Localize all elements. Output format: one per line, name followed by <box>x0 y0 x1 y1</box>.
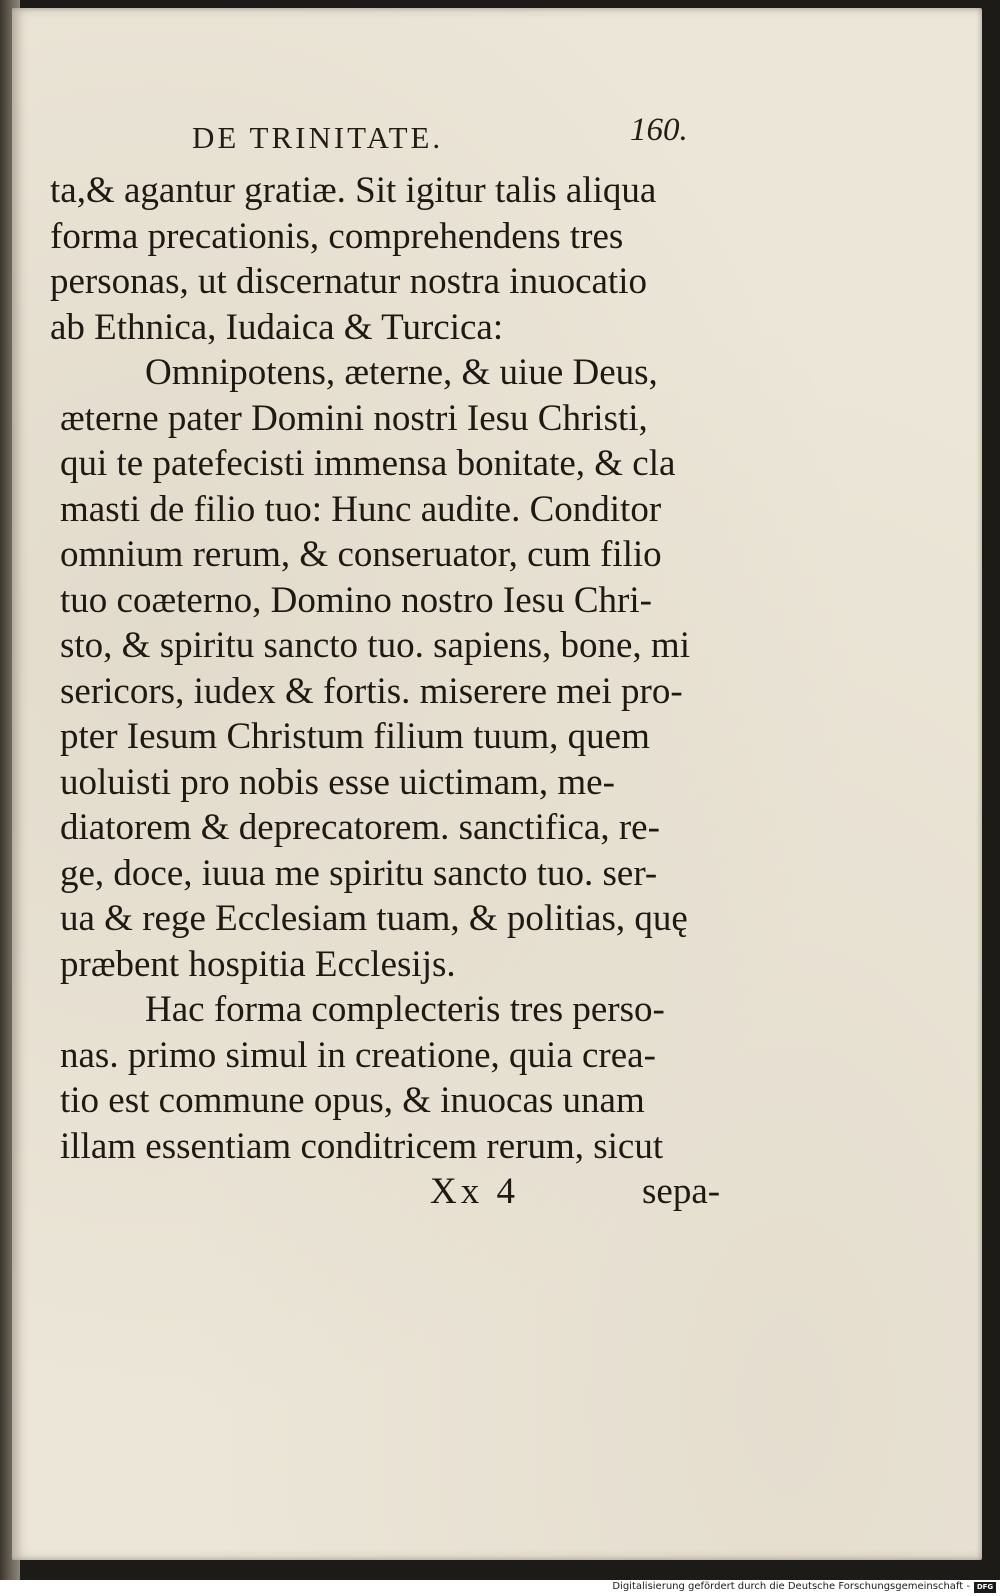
text-line: Omnipotens, æterne, & uiue Deus, <box>145 352 658 393</box>
text-line: diatorem & deprecatorem. sanctifica, re- <box>60 807 660 848</box>
book-page <box>12 8 982 1560</box>
dfg-logo-icon: DFG <box>974 1582 996 1593</box>
catchword: sepa- <box>642 1171 721 1212</box>
page-footer <box>12 1170 982 1220</box>
text-line: illam essentiam conditricem rerum, sicut <box>60 1125 664 1167</box>
text-line: personas, ut discernatur nostra inuocatio <box>50 261 647 302</box>
signature-mark: Xx 4 <box>430 1171 519 1212</box>
text-block <box>50 168 750 1169</box>
page-header <box>12 112 982 162</box>
text-line: qui te patefecisti immensa bonitate, & cla <box>60 443 676 484</box>
text-line: sericors, iudex & fortis. miserere mei pro- <box>60 670 683 712</box>
text-line: tuo coæterno, Domino nostro Iesu Chri- <box>60 579 652 621</box>
credit-text: Digitalisierung gefördert durch die Deutsche Forschungsgemeinschaft - <box>612 1581 970 1592</box>
text-line: masti de filio tuo: Hunc audite. Conditor <box>60 488 662 530</box>
text-line: omnium rerum, & conseruator, cum filio <box>60 534 662 575</box>
text-line: ge, doce, iuua me spiritu sancto tuo. ser- <box>60 852 658 894</box>
text-line: sto, & spiritu sancto tuo. sapiens, bone, mi <box>60 625 690 666</box>
text-line: ua & rege Ecclesiam tuam, & politias, quę <box>60 898 688 939</box>
text-line: Hac forma complecteris tres perso- <box>145 989 665 1030</box>
text-line: ab Ethnica, Iudaica & Turcica: <box>50 306 504 348</box>
digitization-credit-bar <box>0 1580 1000 1596</box>
running-head: DE TRINITATE. <box>192 120 444 155</box>
text-line: præbent hospitia Ecclesijs. <box>60 943 456 985</box>
folio-number: 160. <box>630 112 688 148</box>
text-line: tio est commune opus, & inuocas unam <box>60 1080 645 1121</box>
text-line: æterne pater Domini nostri Iesu Christi, <box>60 397 648 439</box>
text-line: forma precationis, comprehendens tres <box>50 215 624 257</box>
text-line: pter Iesum Christum filium tuum, quem <box>60 716 650 757</box>
text-line: nas. primo simul in creatione, quia crea- <box>60 1034 656 1076</box>
text-line: uoluisti pro nobis esse uictimam, me- <box>60 761 615 803</box>
text-line: ta,& agantur gratiæ. Sit igitur talis aliqua <box>50 170 657 211</box>
